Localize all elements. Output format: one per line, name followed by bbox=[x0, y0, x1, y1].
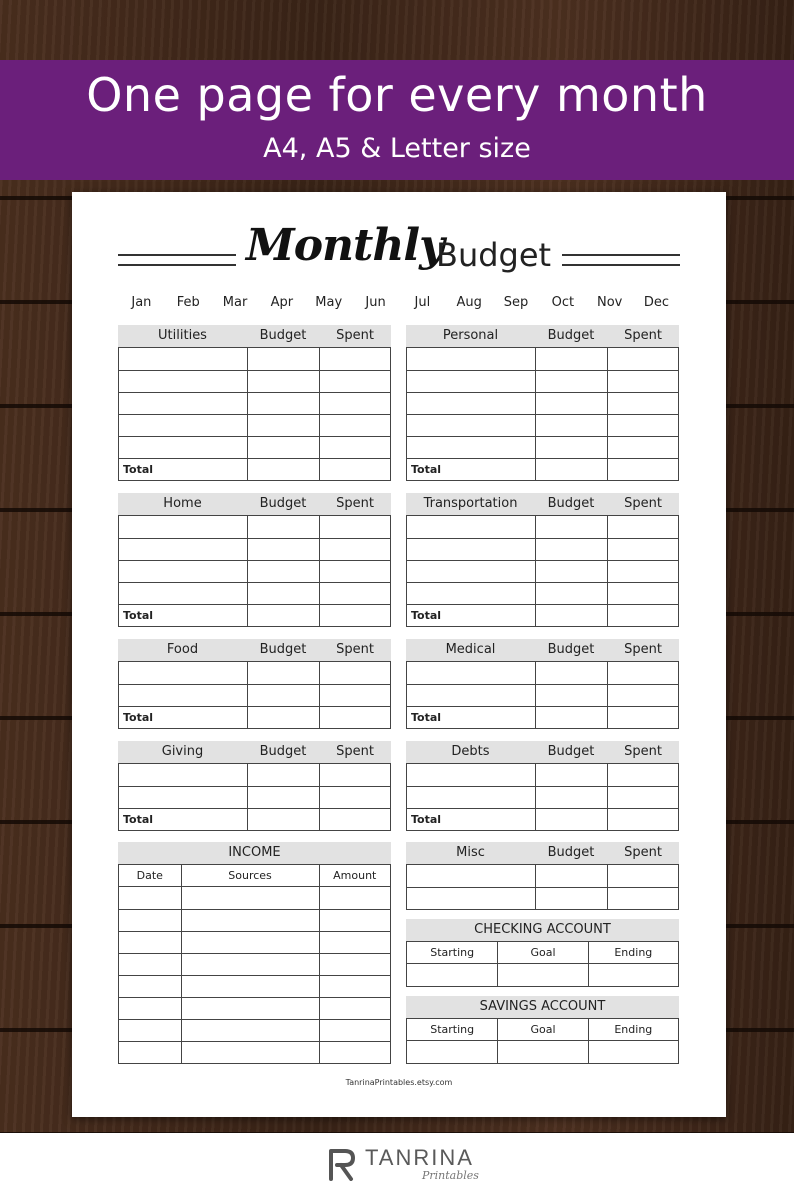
brand-bar bbox=[0, 1133, 794, 1191]
title-rule-left bbox=[118, 254, 236, 266]
total-label: Total bbox=[123, 711, 154, 724]
month-feb[interactable]: Feb bbox=[176, 295, 200, 310]
table-row[interactable] bbox=[119, 538, 390, 560]
ending-label: Ending bbox=[588, 942, 678, 963]
table-row[interactable] bbox=[119, 931, 390, 953]
table-row[interactable] bbox=[407, 865, 678, 887]
table-row[interactable] bbox=[119, 348, 390, 370]
budget-label: Budget bbox=[547, 642, 595, 657]
month-aug[interactable]: Aug bbox=[456, 295, 482, 310]
table-row[interactable] bbox=[119, 1041, 390, 1063]
month-jan[interactable]: Jan bbox=[131, 295, 152, 310]
budget-label: Budget bbox=[259, 642, 307, 657]
table-row[interactable] bbox=[119, 1019, 390, 1041]
table-grid bbox=[406, 763, 679, 831]
spent-label: Spent bbox=[336, 642, 374, 657]
table-row[interactable] bbox=[407, 1041, 678, 1063]
total-row[interactable] bbox=[407, 604, 678, 626]
table-header bbox=[406, 919, 679, 941]
checking-account-table bbox=[406, 919, 679, 987]
month-oct[interactable]: Oct bbox=[551, 295, 575, 310]
total-label: Total bbox=[411, 711, 442, 724]
category-label: Misc bbox=[456, 845, 485, 860]
title-script: Monthly bbox=[246, 220, 444, 271]
table-row[interactable] bbox=[407, 964, 678, 986]
table-row[interactable] bbox=[407, 786, 678, 808]
total-row[interactable] bbox=[119, 604, 390, 626]
total-row[interactable] bbox=[119, 458, 390, 480]
total-label: Total bbox=[123, 463, 154, 476]
budget-label: Budget bbox=[259, 744, 307, 759]
tanrina-logo-icon bbox=[327, 1147, 357, 1181]
income-title: INCOME bbox=[228, 845, 281, 860]
income-columns bbox=[118, 864, 391, 886]
table-grid bbox=[118, 347, 391, 481]
sheet-title bbox=[118, 220, 680, 292]
category-label: Food bbox=[166, 642, 199, 657]
income-table bbox=[118, 842, 391, 1064]
savings-title: SAVINGS ACCOUNT bbox=[479, 999, 606, 1014]
table-row[interactable] bbox=[407, 560, 678, 582]
total-row[interactable] bbox=[119, 808, 390, 830]
table-row[interactable] bbox=[407, 516, 678, 538]
month-jul[interactable]: Jul bbox=[414, 295, 431, 310]
table-header bbox=[406, 842, 679, 864]
table-row[interactable] bbox=[407, 684, 678, 706]
table-grid bbox=[406, 347, 679, 481]
budget-label: Budget bbox=[547, 744, 595, 759]
table-row[interactable] bbox=[407, 582, 678, 604]
table-row[interactable] bbox=[119, 436, 390, 458]
table-row[interactable] bbox=[119, 392, 390, 414]
food-table bbox=[118, 639, 391, 729]
table-row[interactable] bbox=[407, 538, 678, 560]
brand-subtitle: Printables bbox=[422, 1169, 479, 1182]
giving-table bbox=[118, 741, 391, 831]
goal-label: Goal bbox=[497, 1019, 587, 1040]
table-row[interactable] bbox=[407, 348, 678, 370]
table-row[interactable] bbox=[407, 392, 678, 414]
month-may[interactable]: May bbox=[315, 295, 343, 310]
spent-label: Spent bbox=[336, 328, 374, 343]
table-row[interactable] bbox=[407, 764, 678, 786]
table-row[interactable] bbox=[407, 662, 678, 684]
table-row[interactable] bbox=[119, 786, 390, 808]
table-header bbox=[118, 842, 391, 864]
title-rule-right bbox=[562, 254, 680, 266]
budget-label: Budget bbox=[547, 328, 595, 343]
table-grid bbox=[118, 886, 391, 1064]
category-label: Utilities bbox=[158, 328, 207, 343]
budget-label: Budget bbox=[547, 496, 595, 511]
total-label: Total bbox=[123, 609, 154, 622]
transportation-table bbox=[406, 493, 679, 627]
table-header bbox=[406, 741, 679, 763]
misc-table bbox=[406, 842, 679, 910]
table-header bbox=[406, 325, 679, 347]
table-row[interactable] bbox=[119, 684, 390, 706]
table-grid bbox=[406, 515, 679, 627]
table-row[interactable] bbox=[119, 370, 390, 392]
sources-column-label: Sources bbox=[181, 865, 319, 886]
table-grid bbox=[406, 661, 679, 729]
total-row[interactable] bbox=[407, 808, 678, 830]
month-jun[interactable]: Jun bbox=[365, 295, 386, 310]
category-label: Giving bbox=[161, 744, 204, 759]
table-grid bbox=[118, 661, 391, 729]
month-list bbox=[118, 295, 680, 315]
budget-label: Budget bbox=[259, 328, 307, 343]
table-row[interactable] bbox=[407, 436, 678, 458]
date-column-label: Date bbox=[136, 869, 163, 882]
title-plain: Budget bbox=[436, 236, 552, 274]
debts-table bbox=[406, 741, 679, 831]
table-row[interactable] bbox=[119, 975, 390, 997]
promo-banner bbox=[0, 60, 794, 180]
spent-label: Spent bbox=[624, 496, 662, 511]
table-row[interactable] bbox=[407, 414, 678, 436]
table-row[interactable] bbox=[119, 887, 390, 909]
month-nov[interactable]: Nov bbox=[596, 295, 623, 310]
category-label: Personal bbox=[442, 328, 499, 343]
table-row[interactable] bbox=[119, 764, 390, 786]
table-row[interactable] bbox=[119, 953, 390, 975]
ending-label: Ending bbox=[588, 1019, 678, 1040]
category-label: Home bbox=[163, 496, 202, 511]
spent-label: Spent bbox=[624, 642, 662, 657]
spent-label: Spent bbox=[624, 744, 662, 759]
table-header bbox=[406, 639, 679, 661]
savings-account-table bbox=[406, 996, 679, 1064]
table-row[interactable] bbox=[407, 887, 678, 909]
spent-label: Spent bbox=[624, 328, 662, 343]
budget-label: Budget bbox=[259, 496, 307, 511]
month-apr[interactable]: Apr bbox=[270, 295, 294, 310]
amount-column-label: Amount bbox=[319, 865, 390, 886]
table-row[interactable] bbox=[119, 662, 390, 684]
budget-label: Budget bbox=[547, 845, 595, 860]
spent-label: Spent bbox=[336, 496, 374, 511]
total-row[interactable] bbox=[407, 706, 678, 728]
medical-table bbox=[406, 639, 679, 729]
table-row[interactable] bbox=[119, 560, 390, 582]
table-row[interactable] bbox=[119, 582, 390, 604]
banner-subtitle: A4, A5 & Letter size bbox=[263, 133, 531, 164]
table-header bbox=[118, 325, 391, 347]
table-grid bbox=[406, 864, 679, 910]
table-header bbox=[406, 996, 679, 1018]
checking-title: CHECKING ACCOUNT bbox=[474, 922, 611, 937]
table-grid bbox=[118, 763, 391, 831]
brand-name: TANRINA bbox=[365, 1145, 474, 1170]
utilities-table bbox=[118, 325, 391, 481]
savings-columns bbox=[406, 1018, 679, 1040]
month-sep[interactable]: Sep bbox=[503, 295, 529, 310]
checking-columns bbox=[406, 941, 679, 963]
table-row[interactable] bbox=[119, 997, 390, 1019]
total-label: Total bbox=[411, 463, 442, 476]
starting-label: Starting bbox=[430, 1023, 475, 1036]
table-row[interactable] bbox=[119, 414, 390, 436]
table-grid bbox=[406, 963, 679, 987]
total-label: Total bbox=[411, 609, 442, 622]
category-label: Transportation bbox=[423, 496, 518, 511]
table-row[interactable] bbox=[407, 370, 678, 392]
category-label: Debts bbox=[451, 744, 490, 759]
total-label: Total bbox=[123, 813, 154, 826]
table-row[interactable] bbox=[119, 516, 390, 538]
banner-title: One page for every month bbox=[86, 68, 708, 122]
table-grid bbox=[406, 1040, 679, 1064]
footer-url: TanrinaPrintables.etsy.com bbox=[345, 1078, 453, 1087]
home-table bbox=[118, 493, 391, 627]
month-mar[interactable]: Mar bbox=[222, 295, 248, 310]
goal-label: Goal bbox=[497, 942, 587, 963]
starting-label: Starting bbox=[430, 946, 475, 959]
total-row[interactable] bbox=[119, 706, 390, 728]
personal-table bbox=[406, 325, 679, 481]
total-label: Total bbox=[411, 813, 442, 826]
spent-label: Spent bbox=[624, 845, 662, 860]
table-header bbox=[406, 493, 679, 515]
month-dec[interactable]: Dec bbox=[643, 295, 670, 310]
table-header bbox=[118, 639, 391, 661]
table-header bbox=[118, 493, 391, 515]
total-row[interactable] bbox=[407, 458, 678, 480]
budget-sheet bbox=[72, 192, 726, 1117]
table-row[interactable] bbox=[119, 909, 390, 931]
category-label: Medical bbox=[445, 642, 496, 657]
table-grid bbox=[118, 515, 391, 627]
spent-label: Spent bbox=[336, 744, 374, 759]
table-header bbox=[118, 741, 391, 763]
